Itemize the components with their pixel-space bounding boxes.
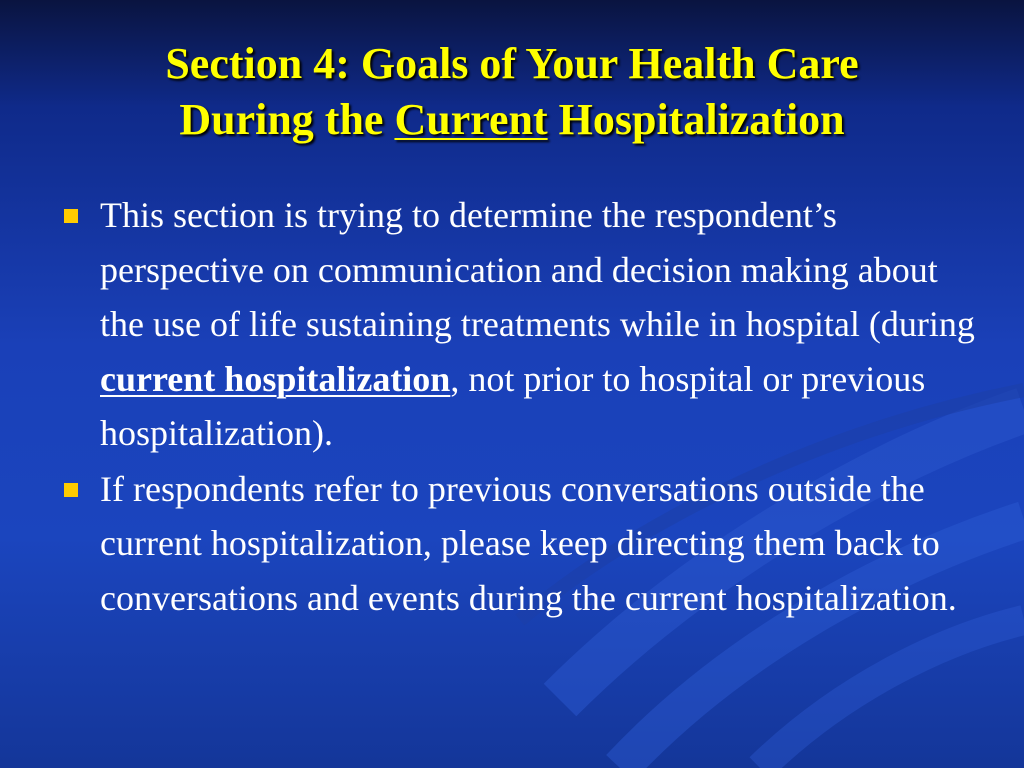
title-emphasis-current: Current xyxy=(394,95,548,144)
square-bullet-icon xyxy=(64,483,78,497)
bullet-1-text-start: This section is trying to determine the respondent’s perspective on communication and decision making about the use of life sustaining treatments while in hospital (during xyxy=(100,195,975,344)
title-line-2-start: During the xyxy=(179,95,395,144)
title-line-2-end: Hospitalization xyxy=(547,95,845,144)
square-bullet-icon xyxy=(64,209,78,223)
slide-title xyxy=(20,36,1004,148)
bullet-item-1 xyxy=(62,188,982,461)
bullet-2-text: If respondents refer to previous conversations outside the current hospitalization, please keep directing them back to conversations and events during the current hospitalization. xyxy=(100,468,957,618)
bullet-list xyxy=(62,188,982,626)
bullet-item-2 xyxy=(62,462,982,626)
bullet-1-emphasis: current hospitalization xyxy=(100,358,451,399)
bullet-1-text-end: , not prior to hospital or previous hospitalization). xyxy=(100,358,926,453)
title-line-1: Section 4: Goals of Your Health Care xyxy=(165,39,859,88)
